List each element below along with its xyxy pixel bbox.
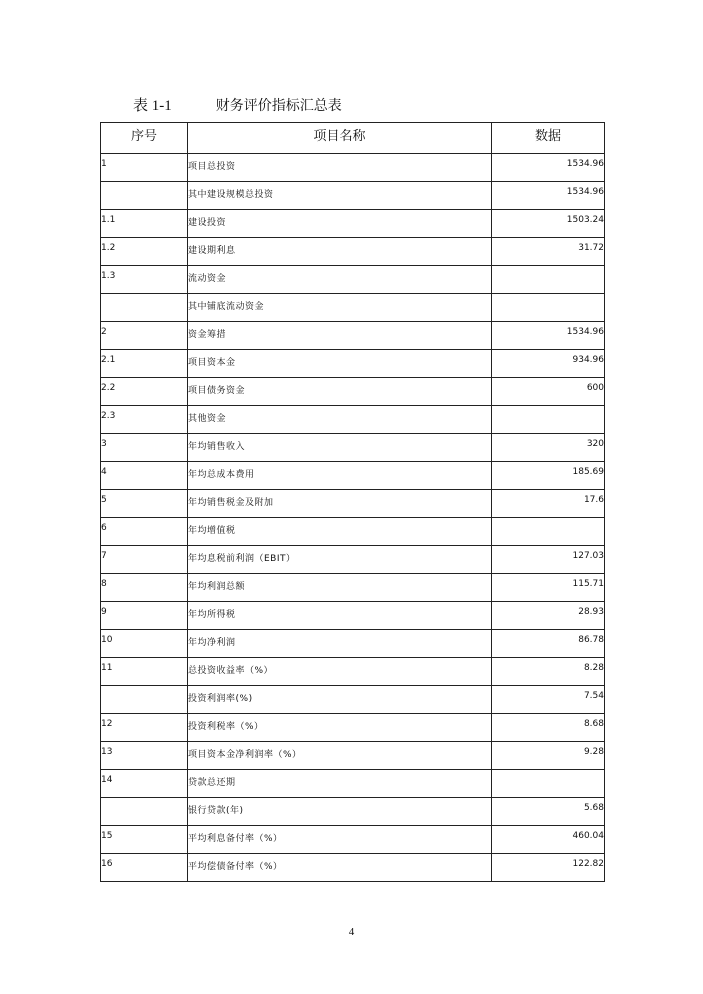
item-name-cell: 贷款总还期 (188, 770, 492, 798)
row-number-cell: 2.3 (101, 406, 188, 434)
table-row (101, 462, 605, 490)
item-name-cell: 资金筹措 (188, 322, 492, 350)
value-cell (492, 518, 605, 546)
item-name-cell: 平均利息备付率（%） (188, 826, 492, 854)
row-number-cell (101, 182, 188, 210)
item-name-cell: 银行贷款(年) (188, 798, 492, 826)
table-row (101, 854, 605, 882)
row-number-cell: 16 (101, 854, 188, 882)
item-name-cell: 其中铺底流动资金 (188, 294, 492, 322)
value-cell: 1534.96 (492, 322, 605, 350)
table-row (101, 406, 605, 434)
value-cell: 127.03 (492, 546, 605, 574)
row-number-cell: 15 (101, 826, 188, 854)
table-row (101, 630, 605, 658)
row-number-cell: 5 (101, 490, 188, 518)
row-number-cell: 2.2 (101, 378, 188, 406)
item-name-cell: 平均偿债备付率（%） (188, 854, 492, 882)
item-name-cell: 年均销售税金及附加 (188, 490, 492, 518)
item-name-cell: 年均利润总额 (188, 574, 492, 602)
header-no: 序号 (101, 123, 188, 154)
item-name-cell: 总投资收益率（%） (188, 658, 492, 686)
item-name-cell: 年均销售收入 (188, 434, 492, 462)
row-number-cell: 12 (101, 714, 188, 742)
table-row (101, 266, 605, 294)
item-name-cell: 年均息税前利润（EBIT） (188, 546, 492, 574)
row-number-cell: 9 (101, 602, 188, 630)
row-number-cell: 1 (101, 154, 188, 182)
table-row (101, 826, 605, 854)
page-number: 4 (348, 926, 355, 938)
value-cell: 28.93 (492, 602, 605, 630)
row-number-cell: 2.1 (101, 350, 188, 378)
value-cell: 7.54 (492, 686, 605, 714)
value-cell (492, 266, 605, 294)
item-name-cell: 其他资金 (188, 406, 492, 434)
item-name-cell: 流动资金 (188, 266, 492, 294)
table-row (101, 322, 605, 350)
row-number-cell: 11 (101, 658, 188, 686)
value-cell: 934.96 (492, 350, 605, 378)
table-caption (133, 94, 342, 115)
table-row (101, 714, 605, 742)
table-row (101, 574, 605, 602)
value-cell: 31.72 (492, 238, 605, 266)
table-row (101, 238, 605, 266)
value-cell: 1534.96 (492, 182, 605, 210)
item-name-cell: 投资利润率(%) (188, 686, 492, 714)
item-name-cell: 年均净利润 (188, 630, 492, 658)
value-cell (492, 770, 605, 798)
value-cell: 17.6 (492, 490, 605, 518)
value-cell: 5.68 (492, 798, 605, 826)
value-cell: 8.68 (492, 714, 605, 742)
value-cell (492, 406, 605, 434)
item-name-cell: 建设投资 (188, 210, 492, 238)
table-row (101, 350, 605, 378)
value-cell: 122.82 (492, 854, 605, 882)
item-name-cell: 项目总投资 (188, 154, 492, 182)
table-row (101, 434, 605, 462)
table-row (101, 658, 605, 686)
row-number-cell: 2 (101, 322, 188, 350)
row-number-cell (101, 798, 188, 826)
value-cell: 320 (492, 434, 605, 462)
header-row (101, 123, 605, 154)
item-name-cell: 项目债务资金 (188, 378, 492, 406)
row-number-cell: 1.1 (101, 210, 188, 238)
table-row (101, 490, 605, 518)
value-cell: 115.71 (492, 574, 605, 602)
row-number-cell (101, 294, 188, 322)
row-number-cell: 4 (101, 462, 188, 490)
table-row (101, 742, 605, 770)
table-row (101, 798, 605, 826)
table-row (101, 182, 605, 210)
header-name: 项目名称 (188, 123, 492, 154)
value-cell: 8.28 (492, 658, 605, 686)
row-number-cell: 13 (101, 742, 188, 770)
table-row (101, 518, 605, 546)
item-name-cell: 年均增值税 (188, 518, 492, 546)
table-row (101, 154, 605, 182)
value-cell: 600 (492, 378, 605, 406)
item-name-cell: 年均总成本费用 (188, 462, 492, 490)
value-cell: 1534.96 (492, 154, 605, 182)
table-row (101, 770, 605, 798)
table-row (101, 210, 605, 238)
table-title: 财务评价指标汇总表 (215, 98, 342, 114)
table-number: 表 1-1 (133, 98, 172, 114)
item-name-cell: 建设期利息 (188, 238, 492, 266)
row-number-cell: 1.2 (101, 238, 188, 266)
item-name-cell: 项目资本金 (188, 350, 492, 378)
table-row (101, 686, 605, 714)
row-number-cell: 7 (101, 546, 188, 574)
table-body (101, 154, 605, 882)
row-number-cell: 6 (101, 518, 188, 546)
table-row (101, 602, 605, 630)
row-number-cell (101, 686, 188, 714)
row-number-cell: 10 (101, 630, 188, 658)
row-number-cell: 3 (101, 434, 188, 462)
financial-indicators-table (100, 122, 605, 882)
value-cell: 9.28 (492, 742, 605, 770)
table-row (101, 546, 605, 574)
value-cell: 1503.24 (492, 210, 605, 238)
row-number-cell: 1.3 (101, 266, 188, 294)
item-name-cell: 年均所得税 (188, 602, 492, 630)
value-cell: 86.78 (492, 630, 605, 658)
item-name-cell: 其中建设规模总投资 (188, 182, 492, 210)
item-name-cell: 投资利税率（%） (188, 714, 492, 742)
value-cell (492, 294, 605, 322)
value-cell: 460.04 (492, 826, 605, 854)
item-name-cell: 项目资本金净利润率（%） (188, 742, 492, 770)
table-row (101, 378, 605, 406)
value-cell: 185.69 (492, 462, 605, 490)
row-number-cell: 14 (101, 770, 188, 798)
table-row (101, 294, 605, 322)
row-number-cell: 8 (101, 574, 188, 602)
header-value: 数据 (492, 123, 605, 154)
